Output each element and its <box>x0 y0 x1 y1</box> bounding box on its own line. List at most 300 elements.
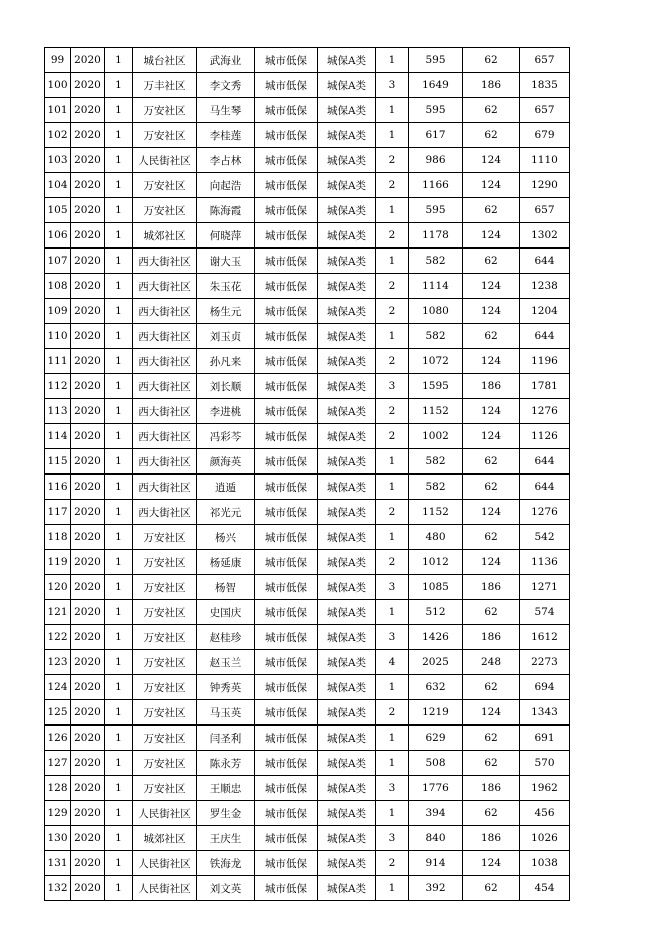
table-row <box>45 801 570 826</box>
batch-cell: 1 <box>105 374 133 399</box>
table-row <box>45 625 570 650</box>
program-cell: 城市低保 <box>255 48 318 73</box>
subsidy-cell: 62 <box>463 198 520 223</box>
community-cell: 城郊社区 <box>133 223 197 249</box>
table-row <box>45 474 570 500</box>
table-row <box>45 876 570 901</box>
table-row <box>45 98 570 123</box>
total-amount-cell: 1026 <box>520 826 570 851</box>
household-size-cell: 1 <box>376 751 409 776</box>
batch-cell: 1 <box>105 349 133 374</box>
total-amount-cell: 644 <box>520 324 570 349</box>
subsidy-cell: 62 <box>463 48 520 73</box>
batch-cell: 1 <box>105 248 133 274</box>
name-cell: 杨兴 <box>197 525 255 550</box>
batch-cell: 1 <box>105 299 133 324</box>
base-amount-cell: 1085 <box>409 575 463 600</box>
year-cell: 2020 <box>71 600 105 625</box>
year-cell: 2020 <box>71 299 105 324</box>
base-amount-cell: 1178 <box>409 223 463 249</box>
base-amount-cell: 595 <box>409 98 463 123</box>
total-amount-cell: 1126 <box>520 424 570 449</box>
community-cell: 西大街社区 <box>133 349 197 374</box>
program-cell: 城市低保 <box>255 324 318 349</box>
name-cell: 李进桃 <box>197 399 255 424</box>
year-cell: 2020 <box>71 625 105 650</box>
total-amount-cell: 657 <box>520 98 570 123</box>
household-size-cell: 2 <box>376 424 409 449</box>
community-cell: 万安社区 <box>133 776 197 801</box>
row-index-cell: 127 <box>45 751 71 776</box>
table-row <box>45 500 570 525</box>
category-cell: 城保A类 <box>318 324 376 349</box>
program-cell: 城市低保 <box>255 223 318 249</box>
row-index-cell: 121 <box>45 600 71 625</box>
name-cell: 王顺忠 <box>197 776 255 801</box>
batch-cell: 1 <box>105 48 133 73</box>
program-cell: 城市低保 <box>255 700 318 726</box>
household-size-cell: 1 <box>376 876 409 901</box>
subsidy-cell: 124 <box>463 700 520 726</box>
row-index-cell: 99 <box>45 48 71 73</box>
household-size-cell: 1 <box>376 600 409 625</box>
batch-cell: 1 <box>105 525 133 550</box>
row-index-cell: 110 <box>45 324 71 349</box>
household-size-cell: 2 <box>376 399 409 424</box>
name-cell: 谢大玉 <box>197 248 255 274</box>
community-cell: 万安社区 <box>133 198 197 223</box>
batch-cell: 1 <box>105 650 133 675</box>
community-cell: 人民街社区 <box>133 876 197 901</box>
name-cell: 何晓萍 <box>197 223 255 249</box>
row-index-cell: 113 <box>45 399 71 424</box>
year-cell: 2020 <box>71 324 105 349</box>
name-cell: 颜海英 <box>197 449 255 475</box>
category-cell: 城保A类 <box>318 274 376 299</box>
row-index-cell: 125 <box>45 700 71 726</box>
batch-cell: 1 <box>105 73 133 98</box>
program-cell: 城市低保 <box>255 274 318 299</box>
subsidy-cell: 62 <box>463 449 520 475</box>
row-index-cell: 109 <box>45 299 71 324</box>
row-index-cell: 100 <box>45 73 71 98</box>
total-amount-cell: 1136 <box>520 550 570 575</box>
year-cell: 2020 <box>71 274 105 299</box>
category-cell: 城保A类 <box>318 650 376 675</box>
household-size-cell: 1 <box>376 123 409 148</box>
program-cell: 城市低保 <box>255 600 318 625</box>
program-cell: 城市低保 <box>255 776 318 801</box>
community-cell: 西大街社区 <box>133 374 197 399</box>
base-amount-cell: 617 <box>409 123 463 148</box>
total-amount-cell: 542 <box>520 525 570 550</box>
table-row <box>45 399 570 424</box>
table-row <box>45 751 570 776</box>
base-amount-cell: 582 <box>409 449 463 475</box>
row-index-cell: 132 <box>45 876 71 901</box>
community-cell: 万安社区 <box>133 575 197 600</box>
subsidy-cell: 62 <box>463 600 520 625</box>
household-size-cell: 2 <box>376 274 409 299</box>
category-cell: 城保A类 <box>318 123 376 148</box>
batch-cell: 1 <box>105 324 133 349</box>
base-amount-cell: 1776 <box>409 776 463 801</box>
year-cell: 2020 <box>71 374 105 399</box>
batch-cell: 1 <box>105 148 133 173</box>
community-cell: 万安社区 <box>133 675 197 700</box>
total-amount-cell: 1781 <box>520 374 570 399</box>
row-index-cell: 105 <box>45 198 71 223</box>
total-amount-cell: 1038 <box>520 851 570 876</box>
table-row <box>45 675 570 700</box>
row-index-cell: 101 <box>45 98 71 123</box>
name-cell: 逍遁 <box>197 474 255 500</box>
row-index-cell: 118 <box>45 525 71 550</box>
name-cell: 陈海霞 <box>197 198 255 223</box>
category-cell: 城保A类 <box>318 525 376 550</box>
subsidy-cell: 186 <box>463 575 520 600</box>
household-size-cell: 3 <box>376 826 409 851</box>
category-cell: 城保A类 <box>318 725 376 751</box>
subsidy-cell: 124 <box>463 223 520 249</box>
name-cell: 孙凡来 <box>197 349 255 374</box>
name-cell: 铁海龙 <box>197 851 255 876</box>
batch-cell: 1 <box>105 198 133 223</box>
name-cell: 朱玉花 <box>197 274 255 299</box>
community-cell: 人民街社区 <box>133 148 197 173</box>
program-cell: 城市低保 <box>255 525 318 550</box>
total-amount-cell: 1290 <box>520 173 570 198</box>
subsidy-cell: 62 <box>463 876 520 901</box>
name-cell: 赵玉兰 <box>197 650 255 675</box>
subsidy-cell: 62 <box>463 98 520 123</box>
community-cell: 西大街社区 <box>133 449 197 475</box>
batch-cell: 1 <box>105 575 133 600</box>
program-cell: 城市低保 <box>255 424 318 449</box>
batch-cell: 1 <box>105 700 133 726</box>
table-row <box>45 349 570 374</box>
row-index-cell: 116 <box>45 474 71 500</box>
community-cell: 西大街社区 <box>133 248 197 274</box>
program-cell: 城市低保 <box>255 751 318 776</box>
table-row <box>45 274 570 299</box>
program-cell: 城市低保 <box>255 625 318 650</box>
total-amount-cell: 1302 <box>520 223 570 249</box>
subsidy-cell: 62 <box>463 248 520 274</box>
community-cell: 万安社区 <box>133 123 197 148</box>
household-size-cell: 2 <box>376 148 409 173</box>
community-cell: 西大街社区 <box>133 274 197 299</box>
batch-cell: 1 <box>105 826 133 851</box>
base-amount-cell: 582 <box>409 248 463 274</box>
table-row <box>45 324 570 349</box>
household-size-cell: 1 <box>376 725 409 751</box>
household-size-cell: 1 <box>376 248 409 274</box>
batch-cell: 1 <box>105 474 133 500</box>
table-row <box>45 374 570 399</box>
total-amount-cell: 691 <box>520 725 570 751</box>
community-cell: 西大街社区 <box>133 324 197 349</box>
category-cell: 城保A类 <box>318 173 376 198</box>
program-cell: 城市低保 <box>255 575 318 600</box>
subsidy-cell: 124 <box>463 274 520 299</box>
program-cell: 城市低保 <box>255 248 318 274</box>
program-cell: 城市低保 <box>255 349 318 374</box>
name-cell: 杨延康 <box>197 550 255 575</box>
category-cell: 城保A类 <box>318 675 376 700</box>
total-amount-cell: 657 <box>520 48 570 73</box>
subsidy-cell: 62 <box>463 751 520 776</box>
subsidy-cell: 124 <box>463 550 520 575</box>
year-cell: 2020 <box>71 449 105 475</box>
batch-cell: 1 <box>105 223 133 249</box>
name-cell: 祁光元 <box>197 500 255 525</box>
name-cell: 刘文英 <box>197 876 255 901</box>
category-cell: 城保A类 <box>318 248 376 274</box>
category-cell: 城保A类 <box>318 625 376 650</box>
category-cell: 城保A类 <box>318 500 376 525</box>
category-cell: 城保A类 <box>318 600 376 625</box>
community-cell: 西大街社区 <box>133 399 197 424</box>
batch-cell: 1 <box>105 876 133 901</box>
table-row <box>45 424 570 449</box>
row-index-cell: 112 <box>45 374 71 399</box>
name-cell: 罗生金 <box>197 801 255 826</box>
table-row <box>45 449 570 475</box>
row-index-cell: 124 <box>45 675 71 700</box>
program-cell: 城市低保 <box>255 500 318 525</box>
subsidy-cell: 124 <box>463 851 520 876</box>
household-size-cell: 3 <box>376 776 409 801</box>
base-amount-cell: 392 <box>409 876 463 901</box>
year-cell: 2020 <box>71 98 105 123</box>
row-index-cell: 129 <box>45 801 71 826</box>
batch-cell: 1 <box>105 424 133 449</box>
category-cell: 城保A类 <box>318 98 376 123</box>
total-amount-cell: 1343 <box>520 700 570 726</box>
category-cell: 城保A类 <box>318 399 376 424</box>
household-size-cell: 3 <box>376 625 409 650</box>
base-amount-cell: 582 <box>409 324 463 349</box>
subsidy-cell: 186 <box>463 73 520 98</box>
batch-cell: 1 <box>105 751 133 776</box>
name-cell: 马玉英 <box>197 700 255 726</box>
category-cell: 城保A类 <box>318 48 376 73</box>
total-amount-cell: 644 <box>520 248 570 274</box>
program-cell: 城市低保 <box>255 399 318 424</box>
category-cell: 城保A类 <box>318 550 376 575</box>
category-cell: 城保A类 <box>318 349 376 374</box>
base-amount-cell: 1649 <box>409 73 463 98</box>
category-cell: 城保A类 <box>318 801 376 826</box>
row-index-cell: 120 <box>45 575 71 600</box>
household-size-cell: 4 <box>376 650 409 675</box>
row-index-cell: 108 <box>45 274 71 299</box>
base-amount-cell: 1426 <box>409 625 463 650</box>
household-size-cell: 1 <box>376 525 409 550</box>
category-cell: 城保A类 <box>318 449 376 475</box>
year-cell: 2020 <box>71 474 105 500</box>
household-size-cell: 3 <box>376 575 409 600</box>
row-index-cell: 131 <box>45 851 71 876</box>
category-cell: 城保A类 <box>318 826 376 851</box>
name-cell: 赵桂珍 <box>197 625 255 650</box>
category-cell: 城保A类 <box>318 198 376 223</box>
batch-cell: 1 <box>105 449 133 475</box>
base-amount-cell: 1072 <box>409 349 463 374</box>
household-size-cell: 1 <box>376 449 409 475</box>
base-amount-cell: 840 <box>409 826 463 851</box>
household-size-cell: 1 <box>376 801 409 826</box>
batch-cell: 1 <box>105 801 133 826</box>
program-cell: 城市低保 <box>255 876 318 901</box>
subsidy-cell: 62 <box>463 675 520 700</box>
subsidy-cell: 62 <box>463 123 520 148</box>
table-row <box>45 725 570 751</box>
program-cell: 城市低保 <box>255 374 318 399</box>
category-cell: 城保A类 <box>318 474 376 500</box>
year-cell: 2020 <box>71 73 105 98</box>
total-amount-cell: 657 <box>520 198 570 223</box>
community-cell: 万安社区 <box>133 625 197 650</box>
category-cell: 城保A类 <box>318 876 376 901</box>
base-amount-cell: 1152 <box>409 399 463 424</box>
household-size-cell: 1 <box>376 474 409 500</box>
batch-cell: 1 <box>105 625 133 650</box>
base-amount-cell: 914 <box>409 851 463 876</box>
household-size-cell: 2 <box>376 700 409 726</box>
batch-cell: 1 <box>105 550 133 575</box>
name-cell: 杨智 <box>197 575 255 600</box>
table-row <box>45 198 570 223</box>
base-amount-cell: 632 <box>409 675 463 700</box>
year-cell: 2020 <box>71 424 105 449</box>
row-index-cell: 123 <box>45 650 71 675</box>
table-row <box>45 48 570 73</box>
community-cell: 西大街社区 <box>133 474 197 500</box>
base-amount-cell: 1166 <box>409 173 463 198</box>
year-cell: 2020 <box>71 198 105 223</box>
total-amount-cell: 1276 <box>520 500 570 525</box>
name-cell: 杨生元 <box>197 299 255 324</box>
name-cell: 闫圣利 <box>197 725 255 751</box>
community-cell: 城台社区 <box>133 48 197 73</box>
year-cell: 2020 <box>71 776 105 801</box>
subsidy-cell: 186 <box>463 374 520 399</box>
row-index-cell: 115 <box>45 449 71 475</box>
category-cell: 城保A类 <box>318 374 376 399</box>
name-cell: 李占林 <box>197 148 255 173</box>
year-cell: 2020 <box>71 725 105 751</box>
batch-cell: 1 <box>105 776 133 801</box>
row-index-cell: 117 <box>45 500 71 525</box>
category-cell: 城保A类 <box>318 700 376 726</box>
table-row <box>45 148 570 173</box>
base-amount-cell: 508 <box>409 751 463 776</box>
table-row <box>45 550 570 575</box>
community-cell: 万安社区 <box>133 550 197 575</box>
community-cell: 万安社区 <box>133 700 197 726</box>
total-amount-cell: 644 <box>520 474 570 500</box>
batch-cell: 1 <box>105 399 133 424</box>
batch-cell: 1 <box>105 500 133 525</box>
community-cell: 万安社区 <box>133 525 197 550</box>
household-size-cell: 3 <box>376 374 409 399</box>
table-row <box>45 700 570 726</box>
community-cell: 西大街社区 <box>133 299 197 324</box>
community-cell: 城郊社区 <box>133 826 197 851</box>
year-cell: 2020 <box>71 675 105 700</box>
row-index-cell: 119 <box>45 550 71 575</box>
community-cell: 万安社区 <box>133 173 197 198</box>
program-cell: 城市低保 <box>255 198 318 223</box>
table-body <box>45 48 570 901</box>
category-cell: 城保A类 <box>318 223 376 249</box>
name-cell: 史国庆 <box>197 600 255 625</box>
table-row <box>45 575 570 600</box>
category-cell: 城保A类 <box>318 424 376 449</box>
name-cell: 刘长顺 <box>197 374 255 399</box>
program-cell: 城市低保 <box>255 474 318 500</box>
subsidy-cell: 186 <box>463 625 520 650</box>
batch-cell: 1 <box>105 675 133 700</box>
assistance-roster-table <box>44 47 570 901</box>
table-row <box>45 73 570 98</box>
total-amount-cell: 1276 <box>520 399 570 424</box>
program-cell: 城市低保 <box>255 675 318 700</box>
total-amount-cell: 694 <box>520 675 570 700</box>
subsidy-cell: 186 <box>463 826 520 851</box>
category-cell: 城保A类 <box>318 299 376 324</box>
name-cell: 马生琴 <box>197 98 255 123</box>
community-cell: 万安社区 <box>133 725 197 751</box>
subsidy-cell: 124 <box>463 148 520 173</box>
table-row <box>45 173 570 198</box>
base-amount-cell: 595 <box>409 48 463 73</box>
table-row <box>45 826 570 851</box>
base-amount-cell: 480 <box>409 525 463 550</box>
row-index-cell: 103 <box>45 148 71 173</box>
year-cell: 2020 <box>71 123 105 148</box>
total-amount-cell: 1962 <box>520 776 570 801</box>
total-amount-cell: 679 <box>520 123 570 148</box>
subsidy-cell: 124 <box>463 424 520 449</box>
community-cell: 万安社区 <box>133 650 197 675</box>
community-cell: 万安社区 <box>133 751 197 776</box>
community-cell: 西大街社区 <box>133 500 197 525</box>
year-cell: 2020 <box>71 851 105 876</box>
row-index-cell: 102 <box>45 123 71 148</box>
household-size-cell: 2 <box>376 223 409 249</box>
year-cell: 2020 <box>71 575 105 600</box>
category-cell: 城保A类 <box>318 575 376 600</box>
program-cell: 城市低保 <box>255 123 318 148</box>
table-row <box>45 223 570 249</box>
table-row <box>45 248 570 274</box>
program-cell: 城市低保 <box>255 299 318 324</box>
program-cell: 城市低保 <box>255 173 318 198</box>
program-cell: 城市低保 <box>255 801 318 826</box>
batch-cell: 1 <box>105 600 133 625</box>
batch-cell: 1 <box>105 725 133 751</box>
year-cell: 2020 <box>71 826 105 851</box>
subsidy-cell: 124 <box>463 299 520 324</box>
batch-cell: 1 <box>105 274 133 299</box>
table-row <box>45 650 570 675</box>
row-index-cell: 128 <box>45 776 71 801</box>
base-amount-cell: 1012 <box>409 550 463 575</box>
total-amount-cell: 1204 <box>520 299 570 324</box>
